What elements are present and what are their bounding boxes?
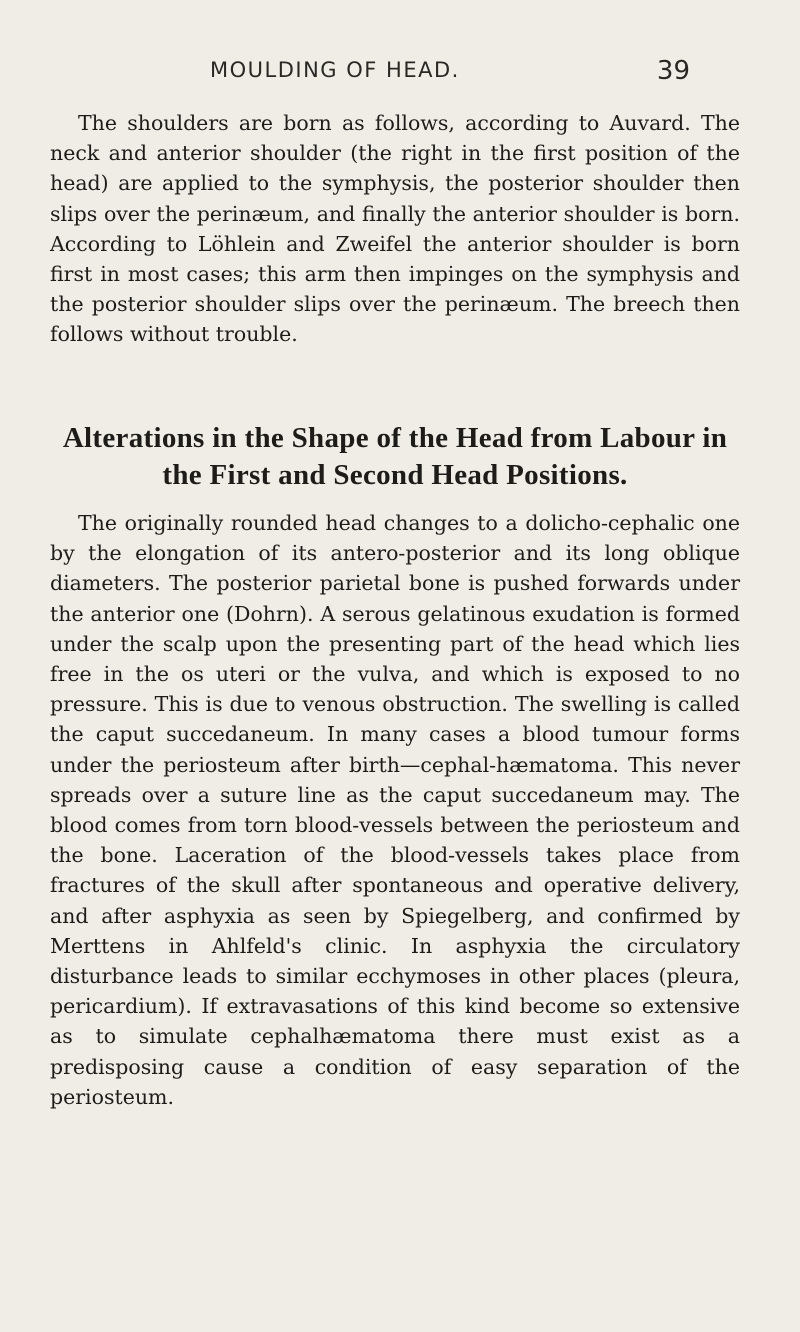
page-number: 39 — [656, 56, 690, 86]
running-title: MOULDING OF HEAD. — [210, 58, 460, 82]
section-heading: Alterations in the Shape of the Head from Labour in the First and Second Head Positions. — [62, 422, 728, 491]
paragraph-shoulders-birth: The shoulders are born as follows, according to Auvard. The neck and anterior shoulder (the right in the first position of the head) are applied to the symphysis, the posterior shoulder then slips over the perinæum, and finally the anterior shoulder is born. According to Löhlein and Zweifel the anterior shoulder is born first in most cases; this arm then impinges on the symphysis and the posterior shoulder slips over the perinæum. The breech then follows without trouble. — [50, 111, 740, 347]
running-head — [210, 58, 690, 90]
paragraph-head-alterations: The originally rounded head changes to a dolicho-cephalic one by the elongation of its antero-posterior and its long oblique diameters. The posterior parietal bone is pushed forwards under the anterior one (Dohrn). A serous gelatinous exudation is formed under the scalp upon the presenting part of the head which lies free in the os uteri or the vulva, and which is exposed to no pressure. This is due to venous obstruction. The swelling is called the caput succedaneum. In many cases a blood tumour forms under the periosteum after birth—cephal-hæmatoma. This never spreads over a suture line as the caput succedaneum may. The blood comes from torn blood-vessels between the periosteum and the bone. Laceration of the blood-vessels takes place from fractures of the skull after spontaneous and operative delivery, and after asphyxia as seen by Spiegelberg, and confirmed by Merttens in Ahlfeld's clinic. In asphyxia the circulatory disturbance leads to similar ecchymoses in other places (pleura, pericardium). If extravasations of this kind become so extensive as to simulate cephalhæmatoma there must exist as a predisposing cause a condition of easy separation of the periosteum. — [50, 511, 740, 1109]
